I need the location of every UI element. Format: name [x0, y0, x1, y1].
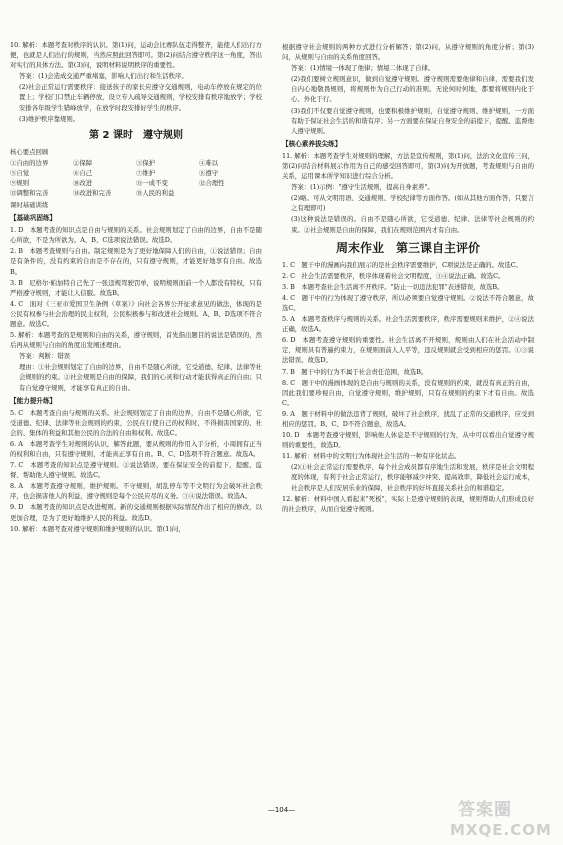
weekly-item: (2)①社会正常运行需要秩序，每个社会成员都有序地生活和发展，秩序是社会文明程度的体现，有利于社会正常运行，秩序能够减少冲突、提高效率，降低社会运行成本，社会秩序是人们安居乐业的保障，社会秩序的好坏直接关系社会的和谐稳定。 — [291, 463, 534, 492]
weekly-item: 11. 解析：材料中的文明行为体现社会生活的一种有序化状态。 — [282, 452, 461, 461]
basic-item: 5. 解析：本题考查的是规则和自由的关系，遵守规则，首先指出题目的说法是错误的，然后再从规则与自由的角度出发阐述理由。 — [10, 331, 262, 350]
review-item: ⑤自觉 — [10, 168, 30, 177]
review-item: ⑬调整和完善 — [10, 189, 49, 198]
review-item: ⑦维护 — [136, 168, 156, 177]
review-item: ⑫合理性 — [199, 178, 225, 187]
q10-analysis: 10. 解析：本题考查对秩序的认识。第(1)问，运动会比赛队伍走得整齐，能使人们出行方便，也就是人们出行的规则，当然应照此回答即可。第(2)问结合遵守秩序这一角度，答出对实行的具体方法。第(3)问，说明材料说明秩序的重要性。 — [10, 41, 262, 70]
practice-heading: 课时基础训练 — [10, 201, 49, 210]
review-item: ⑮人民的利益 — [136, 189, 175, 198]
weekly-title: 周末作业 第三课自主评价 — [335, 240, 480, 255]
top-item: (2)我们要树立规则意识，做到自觉遵守规则。遵守规则需要他律和自律，需要我们发自内心地敬畏规则，将规则作为自己行动的准则。无论何时何地，都要将规则内化于心、外化于行。 — [291, 75, 534, 104]
top-item: 根据遵守社会规则的两种方式进行分析解答；第(2)问，从遵守规则的角度分析；第(3)问，从规则与自由的关系角度回答。 — [282, 43, 534, 62]
review-item: ⑥自己 — [73, 168, 93, 177]
basic-item: 理由：①社会规则划定了自由的边界，自由不是随心所欲，它受道德、纪律、法律等社会规则的约束。②社会规则是自由的保障，我们的心灵和行动才能获得真正的自由；只有自觉遵守规则，才能享有真正的自由。 — [19, 363, 262, 392]
watermark-logo — [428, 795, 556, 841]
ability-item: 10. 解析：本题考查对遵守规则和维护规则的认识。第(1)问， — [10, 524, 185, 533]
basic-item: 4. C 面对《三亚市爱国卫生条例（草案）》向社会各界公开征求意见的做法，体现的是公民有权参与社会治理的民主权利，公民积极参与和改进社会规则。A、B、D选项不符合题意。故选C。 — [10, 299, 262, 328]
weekly-item: 7. B 题干中的行为不属于社会责任范围，故选B。 — [282, 367, 428, 376]
weekly-item: 8. C 题干中的漫画体现的是自由与规则的关系，没有规则的约束，就没有真正的自由，因此我们要珍视自由，自觉遵守规则，维护规则，只有在规则的约束下才有自由。故选C。 — [282, 378, 534, 407]
literacy-item: (3)这种说法是错误的。自由不是随心所欲，它受道德、纪律、法律等社会规则的约束。②社会规则是自由的保障，我们在规则范围内才有自由。 — [291, 215, 534, 234]
review-item: ①自由的边界 — [10, 158, 49, 167]
review-item: ⑨规则 — [10, 178, 30, 187]
ability-item: 7. C 本题考查的知识点是遵守规则。②说法错误，要在保证安全的前提下，提醒、监督、帮助他人遵守规则。故选C。 — [10, 461, 262, 480]
left-column — [10, 40, 262, 535]
literacy-item: 11. 解析：本题考查学生对规则的理解，方法是宣传规则，第(1)问，法治文化宣传三问，第(2)问结合材料展示作用为自己的感受回答即可，第(3)问为开放题，考查规则与自由的关系，运用课本所学知识进行综合分析。 — [282, 151, 534, 181]
review-item: ③保护 — [136, 158, 156, 167]
review-heading: 核心要点回顾 — [10, 147, 49, 156]
weekly-item: 12. 解析：材料中国人看起来"死板"，实际上是遵守规则的表现，规则帮助人们形成良好的社会秩序，从而自觉遵守规则。 — [282, 494, 534, 513]
ability-heading: 【能力提升练】 — [10, 396, 57, 405]
right-column — [282, 42, 534, 515]
basic-heading: 【基础巩固练】 — [10, 214, 57, 223]
basic-item: 3. B 尼格尔·帕加特自己先了一张违规驾驶罚单，说明规则面前一个人都没有特权，只有严格遵守规则，才能让人信服。故选B。 — [10, 278, 262, 297]
weekly-item: 1. C 题干中的漫画向我们展示的是社会秩序需要维护，C项说法是正确的。故选C。 — [282, 260, 523, 269]
literacy-item: 答案：(1)示例："遵守生活规则，提高自身素养"。 — [291, 183, 434, 192]
page-number: —104— — [267, 806, 296, 814]
q10-answer-1: 答案：(1)会造成交通严重堵塞，影响人们出行和生活秩序。 — [19, 72, 188, 81]
review-grid — [10, 158, 262, 198]
top-item: (3)我们不仅要自觉遵守规则，也要积极维护规则，自觉遵守规则、维护规则，一方面有助于保证社会生活的和谐有序；另一方面要在保证自身安全的前提下，提醒、监督他人遵守规则。 — [291, 106, 534, 135]
ability-item: 5. C 本题考查自由与规则的关系。社会规则划定了自由的边界，自由不是随心所欲，它受道德、纪律、法律等社会规则的约束，公民在行使自己的权利时，不得损害国家的、社会的、集体的利益和其他公民的合法的自由和权利。故选C。 — [10, 408, 262, 437]
literacy-item: (2)略。可从文明用语、交通规则、学校纪律等方面作答。(如从其他方面作答，只要言之有理即可) — [291, 194, 534, 213]
weekly-item: 5. A 本题考查秩序与规则的关系。社会生活需要秩序，秩序需要规则来维护，②④说法正确，故选A。 — [282, 315, 534, 334]
basic-item: 2. B 本题考查规则与自由。制定规则是为了更好地保障人们的自由，①说法错误；自由是有条件的，没有约束的自由是不存在的，只有遵守规则，才能更好地享有自由。故选B。 — [10, 247, 262, 276]
basic-item: 答案：判断：错误 — [19, 352, 71, 361]
literacy-heading: 【核心素养拔尖练】 — [282, 139, 342, 148]
ability-item: 9. D 本题考查的知识点是改进规则。新的交通规则根据实际情况作出了相应的修改，以更加合理，是为了更好地维护人民的利益。故选D。 — [10, 503, 262, 522]
ability-item: 8. A 本题考查遵守规则，维护规则。不守规则，胡乱停车等不文明行为会破坏社会秩序，也会损害他人的利益，遵守规则是每个公民应尽的义务。③④说法错误。故选A。 — [10, 482, 262, 501]
review-item: ⑧遵守 — [199, 168, 219, 177]
lesson-title: 第 2 课时 遵守规则 — [89, 129, 183, 141]
top-item: 答案：(1)情境一体现了他律；情境二体现了自律。 — [291, 64, 435, 73]
weekly-item: 6. D 本题考查遵守规则的重要性。社会生活离不开规则，规则由人们在社会活动中制定，规则具有普遍约束力，在规则面前人人平等，违反规则就会受到相应的惩罚。①③说法错误。故选D。 — [282, 336, 534, 365]
weekly-item: 3. B 本题考查社会生活离不开秩序。"防止一切违法犯罪"表述错误，故选B。 — [282, 282, 504, 291]
review-item: ②保障 — [73, 158, 93, 167]
weekly-item: 2. C 社会生活需要秩序，秩序体现着社会文明程度，③④说法正确。故选C。 — [282, 271, 505, 280]
q10-answer-2: (2)社会正常运行需要秩序：接送孩子的家长应遵守交通规则，电动车停放在规定的位置上；学校门口禁止车辆停放，设立专人疏导交通规则，学校安排有秩序地放学；学校安排各年级学生错峰放学，在放学时段安排好学生的秩序。 — [19, 83, 262, 112]
review-item: ⑪一成不变 — [136, 178, 168, 187]
review-item: ⑩改进 — [73, 178, 93, 187]
review-item: ④难以 — [199, 158, 219, 167]
weekly-item: 4. C 题干中的行为体现了遵守秩序，所以必须要自觉遵守规则。②说法不符合题意，故选C。 — [282, 293, 534, 312]
weekly-item: 9. A 题干材料中的做法违背了规则，破坏了社会秩序，扰乱了正常的交通秩序，应受到相应的惩罚。B、C、D不符合题意，故选A。 — [282, 409, 534, 428]
review-item: ⑭改进和完善 — [73, 189, 112, 198]
basic-item: 1. D 本题考查的知识点是自由与规则的关系。社会规则划定了自由的边界，自由不是随心所欲，不是为所欲为。A、B、C选项说法错误。故选D。 — [10, 226, 262, 245]
watermark-url: MXQE.COM — [450, 821, 552, 839]
ability-item: 6. A 本题考查学生对规则的认识，解答此题，要从规则的作用入手分析，小周拥有正当的权利和自由，只有遵守规则，才能真正享有自由。B、C、D选项不符合题意。故选A。 — [10, 439, 262, 458]
weekly-item: 10. D 本题考查遵守规则，影响他人休息是不守规则的行为，从中可以看出自觉遵守规则的重要性，故选D。 — [282, 431, 534, 450]
q10-answer-3: (3)维护秩序靠规则。 — [19, 114, 80, 123]
watermark-text: 答案圈 — [458, 800, 512, 820]
